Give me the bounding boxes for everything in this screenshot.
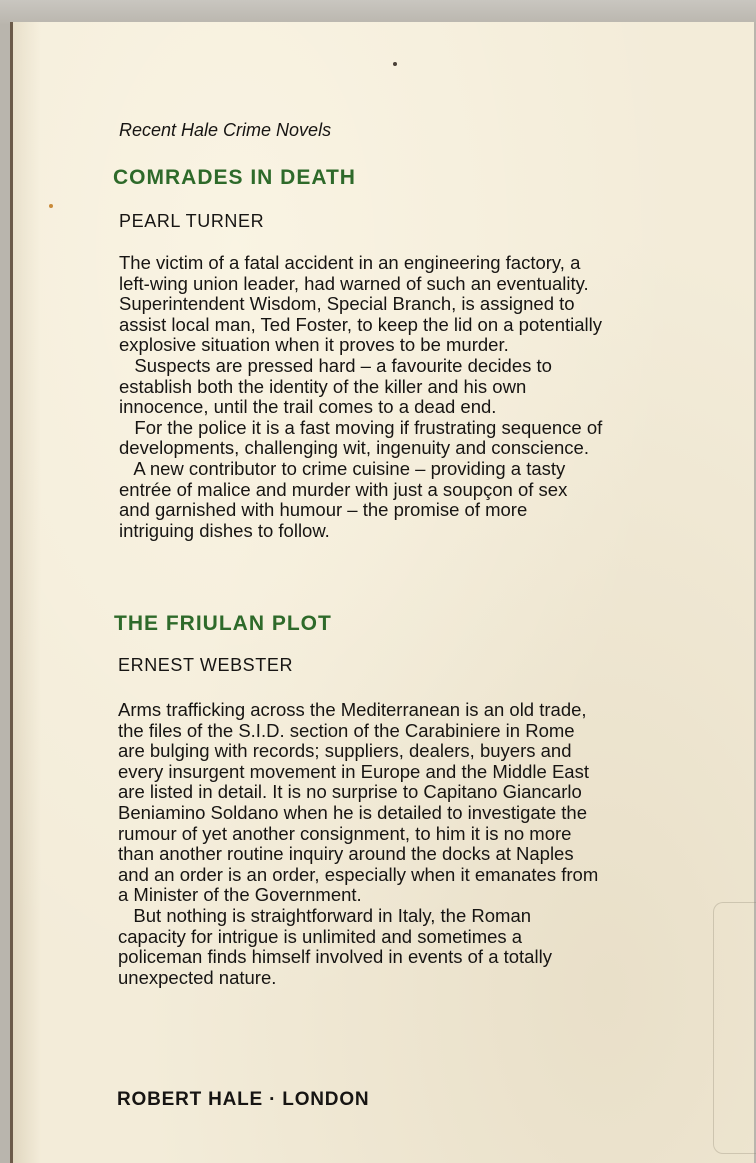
blurb-line: intriguing dishes to follow. <box>119 519 330 541</box>
blurb-line: For the police it is a fast moving if frustrating sequence of <box>119 416 603 438</box>
blurb-line: every insurgent movement in Europe and the Middle East <box>118 760 589 782</box>
blurb-line: rumour of yet another consignment, to him it is no more <box>118 822 572 844</box>
blurb-line: are bulging with records; suppliers, dealers, buyers and <box>118 740 572 762</box>
blurb-line: A new contributor to crime cuisine – providing a tasty <box>119 457 566 479</box>
blurb-line: But nothing is straightforward in Italy, the Roman <box>118 904 532 926</box>
blurb-line: explosive situation when it proves to be murder. <box>119 334 509 356</box>
blurb-line: are listed in detail. It is no surprise to Capitano Giancarlo <box>118 781 582 803</box>
blurb-line: capacity for intrigue is unlimited and sometimes a <box>118 925 523 947</box>
blurb-line: Suspects are pressed hard – a favourite decides to <box>119 354 552 376</box>
book-blurb-2 <box>118 700 598 988</box>
paper-speck <box>393 62 397 66</box>
blurb-line: assist local man, Ted Foster, to keep the lid on a potentially <box>119 313 602 335</box>
blurb-line: establish both the identity of the killer and his own <box>119 375 527 397</box>
blurb-line: entrée of malice and murder with just a soupçon of sex <box>119 478 568 500</box>
book-title-2: THE FRIULAN PLOT <box>114 612 332 635</box>
jacket-crease <box>713 902 756 1154</box>
blurb-line: Superintendent Wisdom, Special Branch, is assigned to <box>119 293 575 315</box>
blurb-line: policeman finds himself involved in events of a totally <box>118 946 552 968</box>
blurb-line: Beniamino Soldano when he is detailed to investigate the <box>118 801 587 823</box>
blurb-line: unexpected nature. <box>118 966 277 988</box>
book-blurb-1 <box>119 253 602 541</box>
blurb-line: and an order is an order, especially when it emanates from <box>118 863 599 885</box>
blurb-line: The victim of a fatal accident in an engineering factory, a <box>119 252 581 273</box>
blurb-line: developments, challenging wit, ingenuity and conscience. <box>119 437 589 459</box>
book-author-2: ERNEST WEBSTER <box>118 655 294 675</box>
paper-speck <box>49 204 53 208</box>
background-strip <box>0 0 756 24</box>
blurb-line: than another routine inquiry around the docks at Naples <box>118 843 574 865</box>
dust-jacket <box>10 22 754 1163</box>
book-title-1: COMRADES IN DEATH <box>113 166 356 189</box>
blurb-line: innocence, until the trail comes to a dead end. <box>119 396 497 418</box>
series-label: Recent Hale Crime Novels <box>119 120 332 140</box>
publisher-imprint: ROBERT HALE · LONDON <box>117 1089 370 1110</box>
blurb-line: the files of the S.I.D. section of the Carabiniere in Rome <box>118 719 575 741</box>
book-author-1: PEARL TURNER <box>119 211 265 231</box>
blurb-line: and garnished with humour – the promise of more <box>119 499 528 521</box>
blurb-line: left-wing union leader, had warned of such an eventuality. <box>119 272 589 294</box>
blurb-line: a Minister of the Government. <box>118 884 362 906</box>
blurb-line: Arms trafficking across the Mediterranean is an old trade, <box>118 699 587 720</box>
